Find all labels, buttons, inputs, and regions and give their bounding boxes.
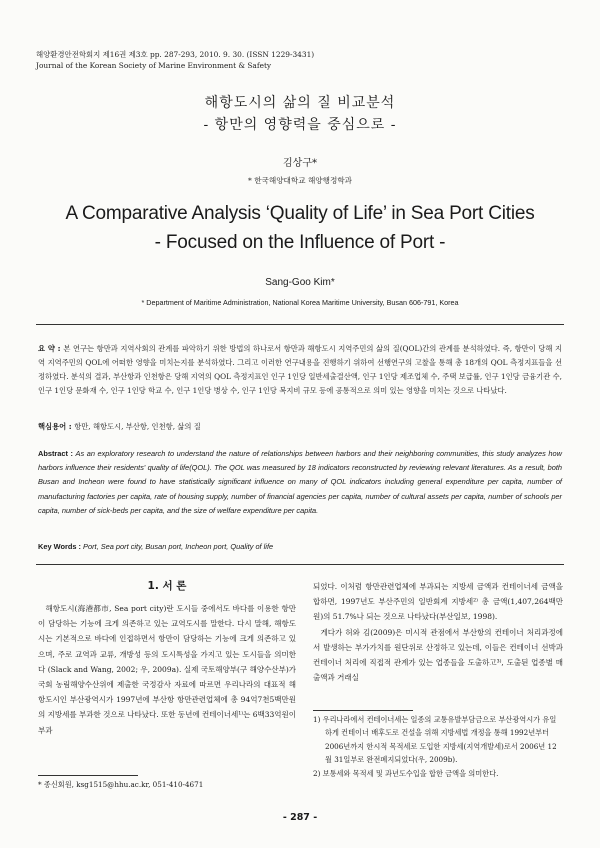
keywords-korean [38,420,562,434]
abstract-korean-text: 본 연구는 항만과 지역사회의 관계를 파악하기 위한 방법의 하나로서 항만과 해항도시 지역주민의 삶의 질(QOL)간의 관계를 분석하였다. 즉, 항만이 당해 지역 지역주민의 QOL에 어떠한 영향을 미치는지를 분석하였다. 그리고 이러한 연구내용을 진행하기 위하여 선행연구의 고찰을 통해 총 18개의 QOL 측정지표들을 선정하였다. 분석의 결과, 부산항과 인천항은 당해 지역의 QOL 측정지표인 인구 1인당 일반세출결산액, 인구 1인당 제조업체 수, 주택 보급률, 인구 1인당 금융기관 수, 인구 1인당 문화재 수, 인구 1인당 학교 수, 인구 1인당 병상 수, 인구 1인당 복지비 규모 등에 공통적으로 의미 있는 영향을 미치는 것으로 나타났다. [38,344,563,395]
title-english: A Comparative Analysis ‘Quality of Life’ in Sea Port Cities [65,203,535,224]
footnote-rule [313,710,413,711]
keywords-korean-text: 항만, 해항도시, 부산항, 인천항, 삶의 질 [74,422,201,431]
keywords-english-text: Port, Sea port city, Busan port, Incheon port, Quality of life [83,542,274,551]
subtitle-english: - Focused on the Influence of Port - [154,232,446,253]
keywords-english [38,542,273,551]
footnote-author: * 종신회원, ksg1515@hhu.ac.kr, 051-410-4671 [38,780,204,789]
body-paragraph: 게다가 허와 김(2009)은 미시적 관점에서 부산항의 컨테이너 처리과정에서 발생하는 부가가치를 원단위로 산정하고 있는데, 이들은 컨테이너 선박과 컨테이너 처리에 직접적 관계가 있는 업종들을 도출하고³⁾, 도출된 업종별 매출액과 거래실 [313,627,563,683]
journal-citation: 해양환경안전학회지 제16권 제3호 pp. 287-293, 2010. 9. 30. (ISSN 1229-3431) [36,50,315,59]
title-korean: 해항도시의 삶의 질 비교분석 [204,95,396,111]
footnotes-right [313,713,563,780]
footnote-2: 2) 보통세와 목적세 및 과년도수입을 합한 금액을 의미한다. [313,768,499,778]
author-korean: 김상구* [283,158,317,169]
author-english: Sang-Goo Kim* [265,277,335,288]
journal-name: Journal of the Korean Society of Marine Environment & Safety [36,61,272,70]
footnote-1: 1) 우리나라에서 컨테이너세는 일종의 교통유발부담금으로 부산광역시가 유일하게 컨테이너 배후도로 건설을 위해 지방세법 개정을 통해 1992년부터 2006년까지 한시적 목적세로 도입한 지방세(지역개발세)로서 2006년 12월 31일부로 완전폐지되었다(우, 2009b). [313,715,557,765]
page-number: - 287 - [282,812,318,823]
section-heading: 1. 서 론 [147,580,187,592]
affiliation-korean: * 한국해양대학교 해양행정학과 [248,176,352,185]
subtitle-korean: - 항만의 영향력을 중심으로 - [203,117,397,133]
body-paragraph: 되었다. 이처럼 항만관련업체에 부과되는 지방세 금액과 컨테이너세 금액을 합하면, 1997년도 부산주민의 일반회계 지방세²⁾ 총 금액(1,407,264백만원)의 51.7%나 되는 것으로 나타났다(부산일보, 1998). [313,582,563,622]
body-right-column [313,579,563,685]
abstract-english [38,447,562,518]
divider [36,564,564,565]
abstract-korean [38,342,562,398]
abstract-korean-label: 요 약 : [38,344,64,353]
abstract-english-label: Abstract : [38,449,76,458]
keywords-english-label: Key Words : [38,542,84,551]
keywords-korean-label: 핵심용어 : [38,422,75,431]
divider [36,324,564,325]
footnote-rule [38,775,138,776]
body-left-column: 해항도시(海港都市, Sea port city)란 도시들 중에서도 바다를 이용한 항만이 담당하는 기능에 크게 의존하고 있는 교역도시를 말한다. 다시 말해, 해항도시는 기본적으로 바다에 인접하면서 항만이 담당하는 기능에 크게 의존하고 있으며, 주로 교역과 교류, 개방성 등의 도시특성을 가지고 있는 도시들을 의미한다 (Slack and Wang, 2002; 우, 2009a). 실제 국토해양부(구 해양수산부)가 국회 농림해양수산위에 제출한 국정감사 자료에 따르면 우리나라의 대표적 해항도시인 부산광역시가 1997년에 부산항 항만관련업체에 총 94억7천5백만원의 지방세를 부과한 것으로 나타났다. 또한 동년에 컨테이너세¹⁾는 6백33억원이 부과 [38,604,296,735]
affiliation-english: * Department of Maritime Administration, National Korea Maritime University, Busan 606-791, Korea [141,298,459,307]
abstract-english-text: As an exploratory research to understand the nature of relationships between harbors and their neighboring communities, this study analyzes how harbors influence their residents' quality of life(QOL). The QOL was measured by 18 indicators reconstructed by reviewing relevant literatures. As a result, both Busan and Incheon were found to have statistically significant influence on many of QOL indicators including general expenditure per capita, number of manufacturing factories per capita, rate of housing supply, number of financial agencies per capita, number of cultural assets per capita, number of schools per capita, number of sick-beds per capita, and the size of welfare expenditure per capita. [38,449,562,515]
